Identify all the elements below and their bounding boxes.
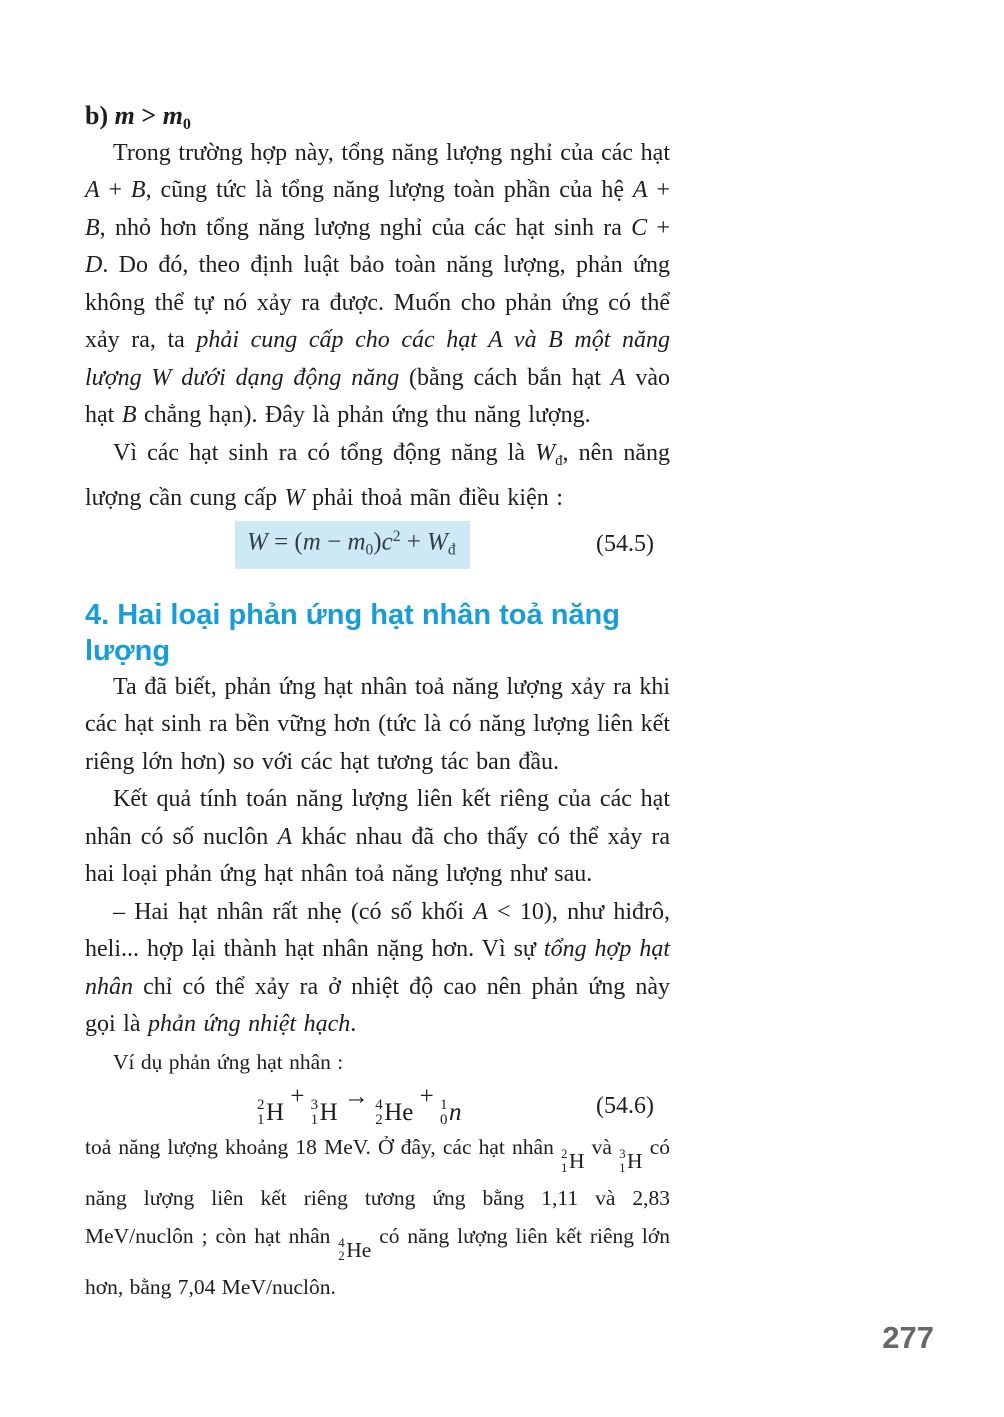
paragraph-binding-energy-result: Kết quả tính toán năng lượng liên kết riêng của các hạt nhân có số nuclôn A khác nhau đã cho thấy có thể xảy ra hai loại phản ứng hạt nhân toả năng lượng như sau. (85, 786, 670, 888)
nuclide-notation: 4 2 He (375, 1096, 414, 1129)
nuclide-notation: 4 2 He (338, 1235, 372, 1264)
equation-tag-54-6: (54.6) (596, 1092, 654, 1119)
equation-row-54-5 (85, 521, 670, 568)
nuclide-notation: 2 1 H (257, 1096, 285, 1129)
equation-row-54-6 (85, 1083, 670, 1129)
nuclide-notation: 3 1 H (310, 1096, 338, 1129)
paragraph-energy-release: toả năng lượng khoảng 18 MeV. Ở đây, các hạt nhân 2 1 H và 3 1 H có năng lượng liên kết riêng tương ứng bằng 1,11 và 2,83 MeV/nuclôn ; còn hạt nhân 4 2 He có năng lượng liên kết riêng lớn hơn, bằng 7,04 MeV/nuclôn. (85, 1135, 671, 1300)
nuclide-notation: 3 1 H (619, 1147, 643, 1175)
equation-54-5: $W = (m - m0)c^2$ + Wđ (235, 521, 470, 568)
equation-tag-54-5: (54.5) (596, 531, 654, 558)
equation-54-6: 2 1 H + 3 1 H → 4 2 He + 1 0 n (257, 1083, 462, 1129)
paragraph-light-nuclei-fusion: – Hai hạt nhân rất nhẹ (có số khối A < 10), như hiđrô, heli... hợp lại thành hạt nhân nặng hơn. Vì sự tổng hợp hạt nhân chỉ có thể xảy ra ở nhiệt độ cao nên phản ứng này gọi là phản ứng nhiệt hạch. (85, 898, 670, 1038)
nuclide-notation: 2 1 H (561, 1147, 585, 1175)
subheading-b: b) m > m0 (85, 101, 191, 134)
content-column (85, 0, 670, 1307)
section-heading-4: 4. Hai loại phản ứng hạt nhân toả năng lượng (85, 598, 620, 667)
page-number: 277 (882, 1320, 934, 1355)
paragraph-known-reactions: Ta đã biết, phản ứng hạt nhân toả năng lượng xảy ra khi các hạt sinh ra bền vững hơn (tức là có năng lượng liên kết riêng lớn hơn) so với các hạt tương tác ban đầu. (85, 673, 670, 775)
nuclide-notation: 1 0 n (440, 1096, 462, 1129)
paragraph-example-intro: Ví dụ phản ứng hạt nhân : (113, 1049, 344, 1074)
paragraph-rest-energy: Trong trường hợp này, tổng năng lượng nghỉ của các hạt A + B, cũng tức là tổng năng lượng toàn phần của hệ A + B, nhỏ hơn tổng năng lượng nghỉ của các hạt sinh ra C + D. Do đó, theo định luật bảo toàn năng lượng, phản ứng không thể tự nó xảy ra được. Muốn cho phản ứng có thể xảy ra, ta phải cung cấp cho các hạt A và B một năng lượng W dưới dạng động năng (bằng cách bắn hạt A vào hạt B chẳng hạn). Đây là phản ứng thu năng lượng. (85, 139, 670, 428)
paragraph-kinetic-energy-condition: Vì các hạt sinh ra có tổng động năng là Wđ, nên năng lượng cần cung cấp W phải thoả mãn điều kiện : (85, 439, 670, 511)
